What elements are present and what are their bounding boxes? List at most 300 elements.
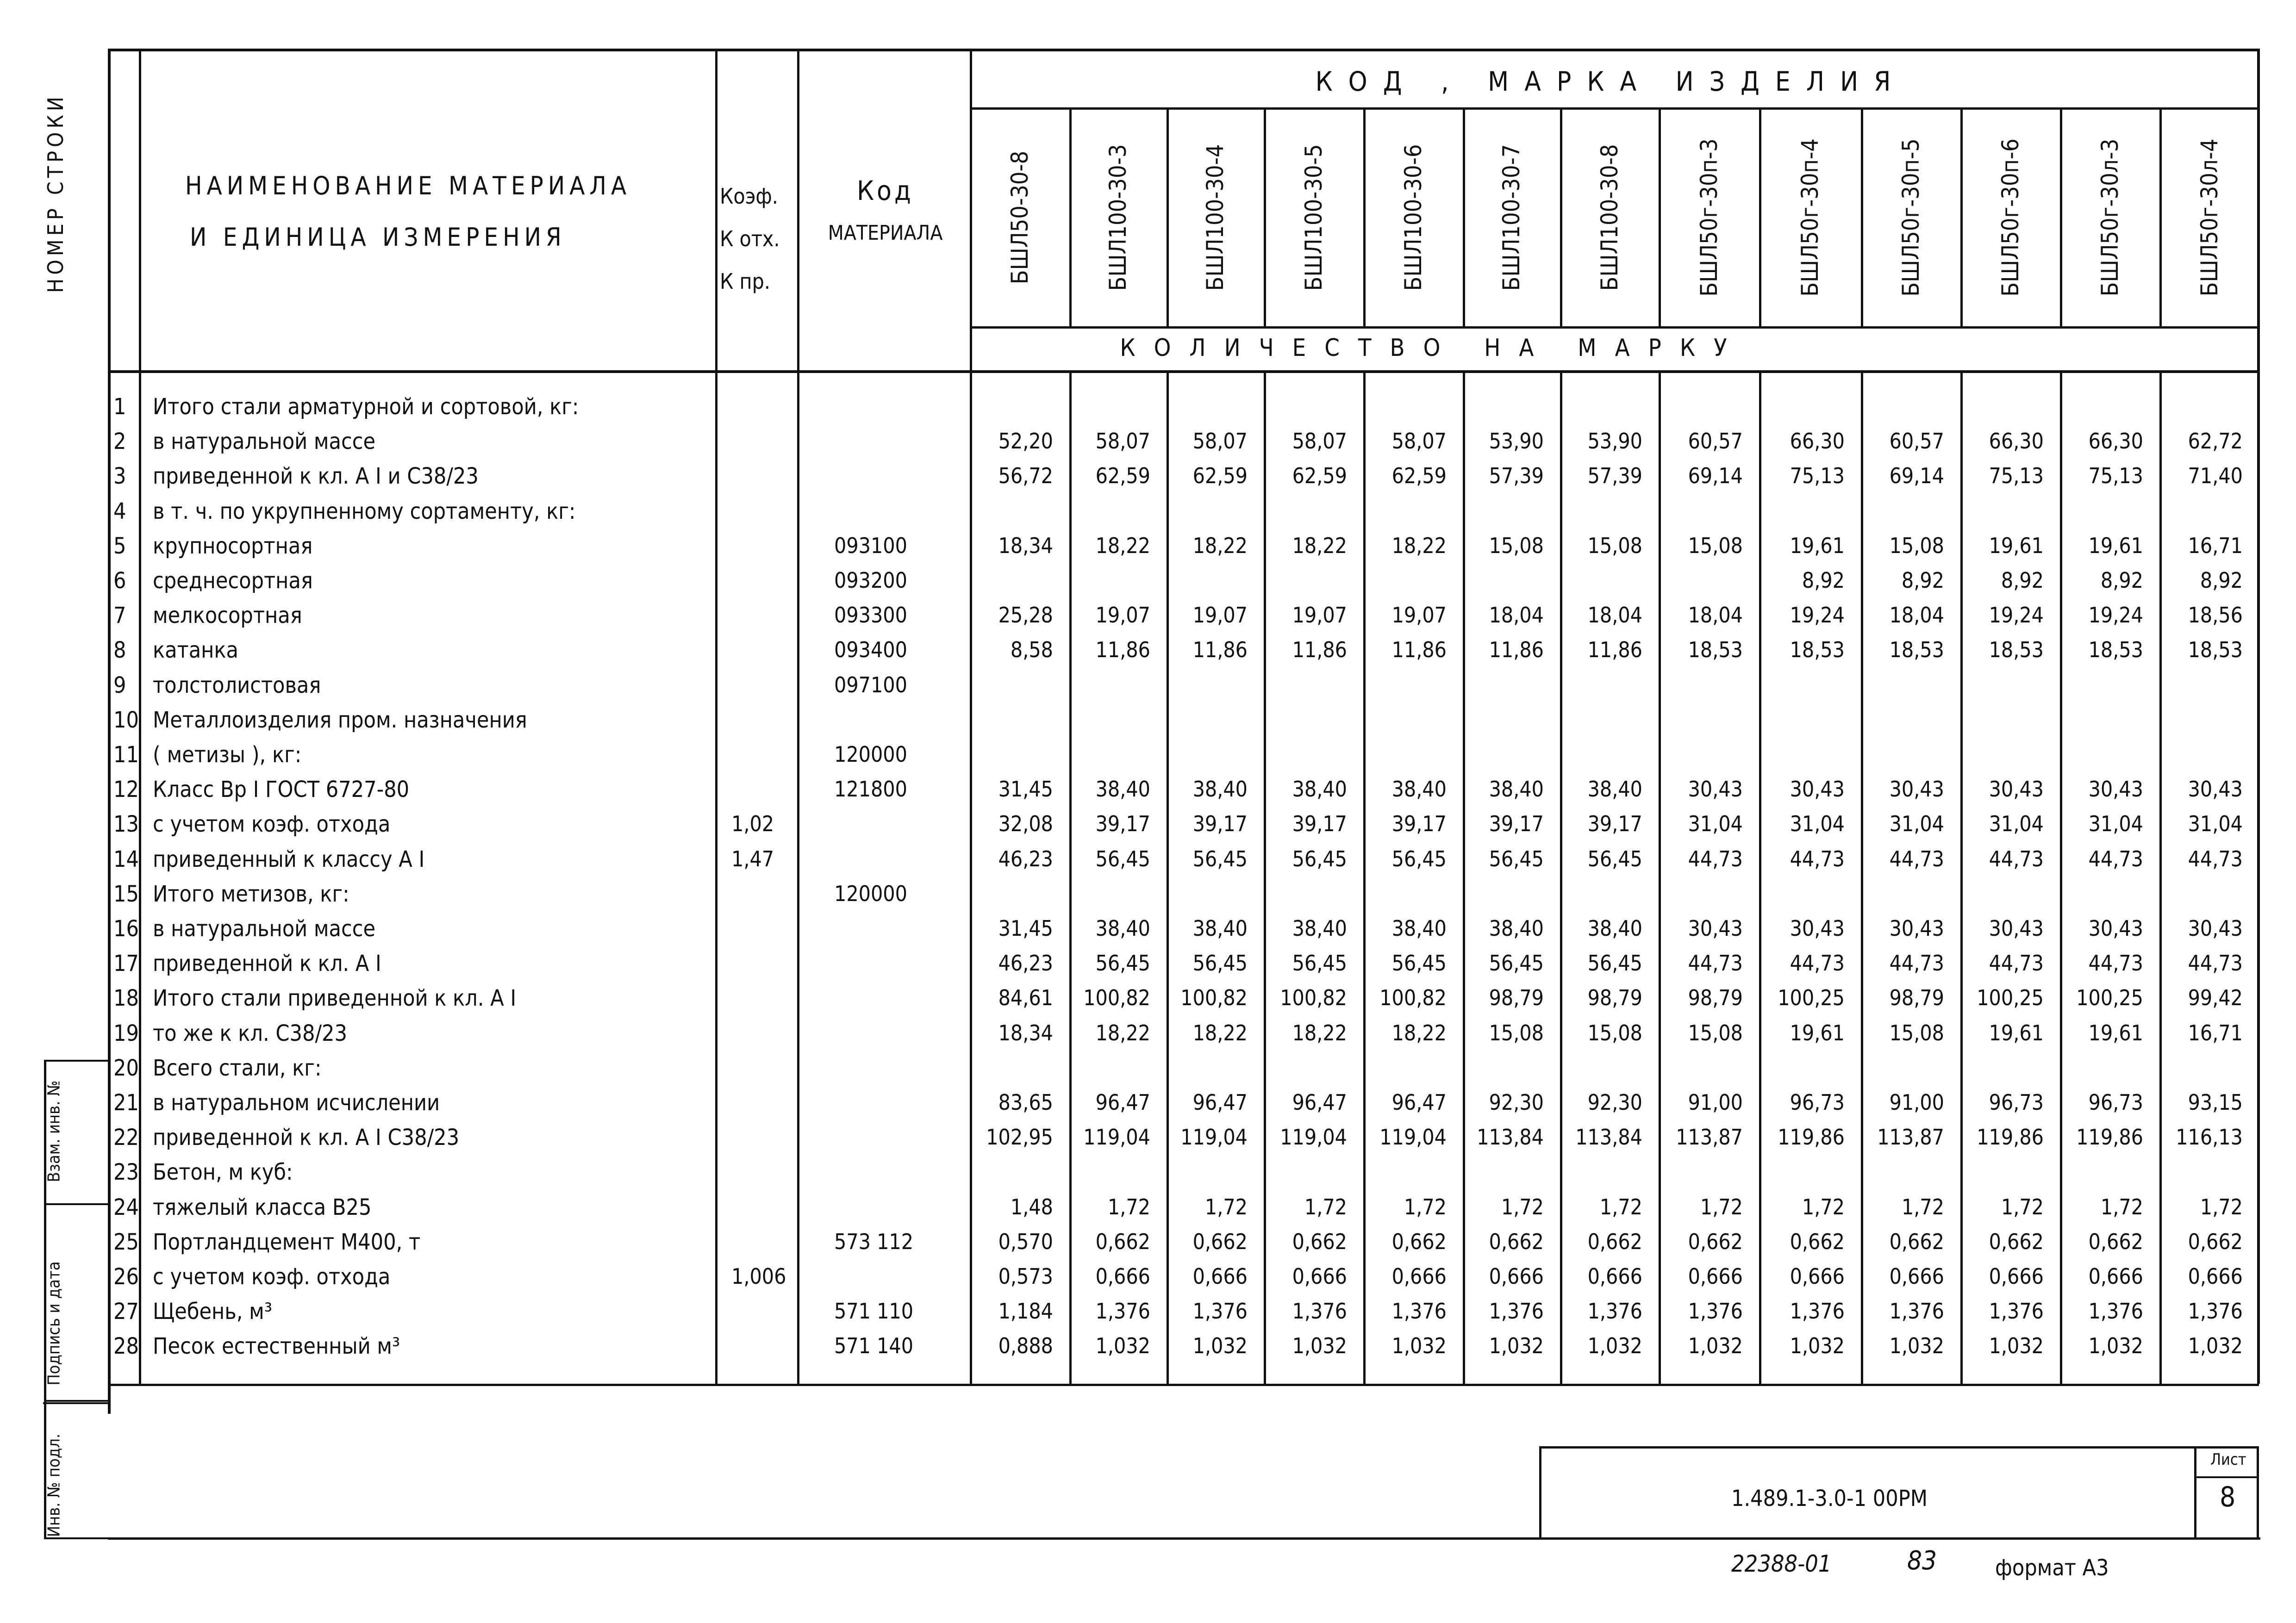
row-value: 1,72 [1700, 1194, 1743, 1219]
row-value: 38,40 [1391, 916, 1447, 941]
row-value: 0,662 [1391, 1229, 1447, 1254]
row-value: 16,71 [2188, 1020, 2243, 1045]
row-value: 56,45 [1391, 951, 1447, 976]
row-value: 56,45 [1095, 951, 1150, 976]
row-value: 1,032 [1095, 1333, 1150, 1359]
product-column-header: БШЛ50г-30п-6 [1997, 138, 2024, 297]
row-value: 113,87 [1877, 1125, 1944, 1150]
row-value: 98,79 [1688, 985, 1743, 1011]
row-number: 9 [113, 672, 126, 698]
row-name: приведенной к кл. А I [153, 951, 381, 977]
row-number: 4 [113, 498, 126, 524]
row-value: 0,662 [1587, 1229, 1642, 1254]
quantity-group-header: КОЛИЧЕСТВО НА МАРКУ [1120, 334, 1746, 362]
row-number: 13 [113, 811, 139, 838]
row-number: 2 [113, 429, 126, 455]
row-value: 19,61 [1790, 1020, 1845, 1045]
row-value: 1,376 [1688, 1299, 1743, 1324]
row-value: 119,04 [1280, 1125, 1347, 1150]
row-value: 18,53 [1790, 637, 1845, 663]
row-value: 30,43 [2188, 916, 2243, 941]
row-value: 39,17 [1391, 811, 1447, 837]
product-group-header: КОД , МАРКА ИЗДЕЛИЯ [1315, 66, 1907, 97]
row-name: среднесортная [153, 568, 313, 594]
row-value: 0,666 [1790, 1264, 1845, 1289]
row-value: 62,72 [2188, 429, 2243, 454]
row-value: 31,04 [1889, 811, 1944, 837]
row-number: 28 [113, 1333, 139, 1360]
row-value: 96,47 [1391, 1090, 1447, 1115]
row-value: 1,72 [2200, 1194, 2243, 1219]
row-value: 99,42 [2188, 985, 2243, 1011]
row-value: 19,61 [2088, 1020, 2143, 1045]
row-value: 116,13 [2176, 1125, 2243, 1150]
row-value: 1,184 [998, 1299, 1053, 1324]
row-number: 11 [113, 742, 139, 768]
row-value: 15,08 [1688, 1020, 1743, 1045]
row-value: 58,07 [1095, 429, 1150, 454]
row-value: 56,45 [1292, 951, 1347, 976]
row-name: в натуральной массе [153, 916, 376, 942]
row-value: 1,72 [1599, 1194, 1642, 1219]
row-name: Щебень, м³ [153, 1299, 273, 1325]
row-value: 1,72 [2001, 1194, 2044, 1219]
row-value: 58,07 [1192, 429, 1248, 454]
row-value: 113,84 [1575, 1125, 1642, 1150]
row-number: 7 [113, 603, 126, 629]
row-value: 8,92 [2001, 568, 2044, 593]
row-value: 30,43 [1889, 777, 1944, 802]
row-name: в натуральной массе [153, 429, 376, 455]
row-value: 31,04 [2088, 811, 2143, 837]
document-code: 1.489.1-3.0-1 00РМ [1731, 1486, 1928, 1511]
row-value: 30,43 [1790, 916, 1845, 941]
product-column-header: БШЛ50г-30п-4 [1797, 138, 1823, 297]
row-number: 5 [113, 533, 126, 559]
row-value: 53,90 [1489, 429, 1544, 454]
row-value: 32,08 [998, 811, 1053, 837]
row-value: 18,04 [1688, 603, 1743, 628]
row-number: 14 [113, 846, 139, 872]
row-value: 1,376 [1889, 1299, 1944, 1324]
row-name: приведенной к кл. А I С38/23 [153, 1125, 460, 1151]
row-value: 31,04 [2188, 811, 2243, 837]
product-col-rule-head-11 [2159, 107, 2162, 326]
row-value: 93,15 [2188, 1090, 2243, 1115]
row-value: 1,032 [1489, 1333, 1544, 1359]
row-value: 1,376 [1192, 1299, 1248, 1324]
row-value: 44,73 [2088, 951, 2143, 976]
stamp-signature-date: Подпись и дата [44, 1261, 64, 1386]
row-value: 56,45 [1192, 951, 1248, 976]
row-value: 98,79 [1587, 985, 1642, 1011]
row-value: 38,40 [1192, 916, 1248, 941]
row-value: 44,73 [1889, 951, 1944, 976]
row-value: 15,08 [1889, 533, 1944, 558]
row-value: 92,30 [1587, 1090, 1642, 1115]
row-value: 53,90 [1587, 429, 1642, 454]
frame-left [108, 49, 111, 1414]
row-value: 8,92 [1802, 568, 1845, 593]
row-name: с учетом коэф. отхода [153, 811, 391, 838]
row-name: крупносортная [153, 533, 313, 559]
row-number: 24 [113, 1194, 139, 1220]
row-value: 15,08 [1489, 533, 1544, 558]
row-value: 15,08 [1688, 533, 1743, 558]
row-number: 21 [113, 1090, 139, 1116]
row-value: 39,17 [1489, 811, 1544, 837]
row-number: 22 [113, 1125, 139, 1151]
row-value: 119,04 [1379, 1125, 1447, 1150]
row-value: 44,73 [1688, 846, 1743, 871]
row-code: 093300 [834, 603, 907, 628]
row-value: 18,22 [1192, 533, 1248, 558]
row-value: 38,40 [1292, 777, 1347, 802]
row-number: 1 [113, 394, 126, 420]
product-col-rule-head-4 [1463, 107, 1465, 326]
row-value: 38,40 [1292, 916, 1347, 941]
row-value: 38,40 [1391, 777, 1447, 802]
row-value: 1,72 [1901, 1194, 1944, 1219]
row-value: 1,376 [2088, 1299, 2143, 1324]
product-col-rule-head-2 [1264, 107, 1266, 326]
row-value: 18,22 [1292, 1020, 1347, 1045]
row-value: 62,59 [1391, 463, 1447, 489]
product-col-rule-head-5 [1560, 107, 1562, 326]
row-value: 66,30 [1790, 429, 1845, 454]
row-value: 30,43 [2188, 777, 2243, 802]
row-value: 1,72 [1802, 1194, 1845, 1219]
title-sheet-rule [2194, 1446, 2196, 1539]
row-value: 44,73 [2088, 846, 2143, 871]
product-column-header: БШЛ100-30-6 [1399, 144, 1427, 291]
product-column-header: БШЛ100-30-7 [1498, 144, 1525, 291]
row-value: 96,47 [1292, 1090, 1347, 1115]
row-value: 44,73 [2188, 846, 2243, 871]
row-value: 38,40 [1489, 777, 1544, 802]
row-value: 38,40 [1489, 916, 1544, 941]
row-value: 11,86 [1292, 637, 1347, 663]
row-name: то же к кл. С38/23 [153, 1020, 347, 1046]
row-value: 96,47 [1192, 1090, 1248, 1115]
row-name: Итого стали арматурной и сортовой, кг: [153, 394, 579, 420]
row-value: 44,73 [1989, 846, 2044, 871]
row-value: 57,39 [1489, 463, 1544, 489]
table-bottom-rule [108, 1384, 2259, 1386]
row-value: 0,666 [2088, 1264, 2143, 1289]
row-value: 1,032 [1192, 1333, 1248, 1359]
row-number: 17 [113, 951, 139, 977]
row-value: 69,14 [1688, 463, 1743, 489]
row-value: 44,73 [1790, 951, 1845, 976]
row-value: 8,92 [2200, 568, 2243, 593]
row-number: 16 [113, 916, 139, 942]
row-value: 1,72 [1304, 1194, 1347, 1219]
row-value: 1,72 [1501, 1194, 1544, 1219]
row-value: 15,08 [1587, 1020, 1642, 1045]
row-number: 10 [113, 707, 139, 733]
row-value: 0,666 [1889, 1264, 1944, 1289]
row-value: 96,73 [1790, 1090, 1845, 1115]
row-value: 1,376 [1391, 1299, 1447, 1324]
product-column-header: БШЛ50г-30л-3 [2096, 138, 2123, 296]
row-value: 98,79 [1489, 985, 1544, 1011]
row-value: 113,84 [1477, 1125, 1544, 1150]
material-name-header-line2: И ЕДИНИЦА ИЗМЕРЕНИЯ [190, 223, 566, 252]
material-name-header-line1: НАИМЕНОВАНИЕ МАТЕРИАЛА [185, 171, 631, 200]
row-value: 1,032 [2188, 1333, 2243, 1359]
row-value: 19,61 [1989, 1020, 2044, 1045]
row-value: 38,40 [1095, 777, 1150, 802]
row-value: 91,00 [1688, 1090, 1743, 1115]
product-col-rule-head-6 [1659, 107, 1661, 326]
product-column-header: БШЛ100-30-8 [1596, 144, 1623, 291]
row-value: 100,82 [1379, 985, 1447, 1011]
row-name: в натуральном исчислении [153, 1090, 440, 1116]
row-value: 19,61 [1989, 533, 2044, 558]
row-value: 18,04 [1889, 603, 1944, 628]
stamp-top-rule [44, 1060, 109, 1062]
row-value: 100,25 [1778, 985, 1845, 1011]
row-number: 25 [113, 1229, 139, 1255]
row-value: 75,13 [1989, 463, 2044, 489]
row-number: 8 [113, 637, 126, 664]
row-value: 66,30 [2088, 429, 2143, 454]
row-value: 0,666 [1391, 1264, 1447, 1289]
product-column-header: БШЛ100-30-3 [1104, 144, 1131, 291]
row-value: 56,45 [1489, 846, 1544, 871]
row-value: 19,07 [1391, 603, 1447, 628]
row-value: 0,888 [998, 1333, 1053, 1359]
stamp-vzam-inv: Взам. инв. № [44, 1080, 64, 1182]
row-value: 30,43 [1889, 916, 1944, 941]
row-value: 1,48 [1010, 1194, 1053, 1219]
row-value: 62,59 [1292, 463, 1347, 489]
row-value: 1,72 [1204, 1194, 1248, 1219]
row-value: 119,04 [1180, 1125, 1248, 1150]
row-value: 1,376 [1989, 1299, 2044, 1324]
row-value: 31,04 [1790, 811, 1845, 837]
row-value: 19,07 [1292, 603, 1347, 628]
header-bottom-rule [108, 370, 2259, 373]
row-value: 56,45 [1587, 951, 1642, 976]
row-value: 31,04 [1688, 811, 1743, 837]
row-value: 31,45 [998, 777, 1053, 802]
row-name: приведенной к кл. A I и C38/23 [153, 463, 479, 490]
row-value: 113,87 [1676, 1125, 1743, 1150]
row-value: 56,45 [1489, 951, 1544, 976]
row-code: 571 140 [834, 1333, 914, 1359]
row-coef: 1,006 [731, 1264, 786, 1289]
row-name: Песок естественный м³ [153, 1333, 400, 1360]
row-value: 19,24 [2088, 603, 2143, 628]
row-value: 30,43 [1688, 777, 1743, 802]
row-value: 1,032 [1989, 1333, 2044, 1359]
row-value: 25,28 [998, 603, 1053, 628]
row-value: 100,25 [2076, 985, 2143, 1011]
row-value: 84,61 [998, 985, 1053, 1011]
row-value: 18,53 [1989, 637, 2044, 663]
row-value: 102,95 [986, 1125, 1053, 1150]
row-value: 44,73 [1889, 846, 1944, 871]
row-value: 18,04 [1489, 603, 1544, 628]
row-name: тяжелый класса В25 [153, 1194, 372, 1220]
row-value: 31,04 [1989, 811, 2044, 837]
row-value: 19,61 [1790, 533, 1845, 558]
row-value: 11,86 [1587, 637, 1642, 663]
row-name: толстолистовая [153, 672, 321, 698]
row-value: 38,40 [1095, 916, 1150, 941]
row-value: 1,72 [1404, 1194, 1447, 1219]
coef-header-line3: К пр. [720, 269, 771, 294]
row-value: 1,032 [1790, 1333, 1845, 1359]
row-code: 097100 [834, 672, 907, 697]
row-value: 38,40 [1192, 777, 1248, 802]
row-value: 11,86 [1489, 637, 1544, 663]
row-code: 093100 [834, 533, 907, 558]
row-value: 30,43 [1989, 777, 2044, 802]
row-name: Портландцемент М400, т [153, 1229, 421, 1255]
material-name-header [185, 171, 631, 252]
row-value: 62,59 [1095, 463, 1150, 489]
sheet-number: 8 [2220, 1481, 2236, 1513]
row-value: 38,40 [1587, 777, 1642, 802]
row-value: 0,666 [1489, 1264, 1544, 1289]
product-col-rule-head-1 [1167, 107, 1169, 326]
row-value: 66,30 [1989, 429, 2044, 454]
row-value: 56,45 [1192, 846, 1248, 871]
row-value: 0,666 [1688, 1264, 1743, 1289]
row-name: Итого метизов, кг: [153, 881, 349, 907]
row-value: 1,376 [1489, 1299, 1544, 1324]
row-value: 1,72 [2100, 1194, 2143, 1219]
row-number: 26 [113, 1264, 139, 1290]
row-value: 0,666 [1587, 1264, 1642, 1289]
row-value: 75,13 [1790, 463, 1845, 489]
page-number: 83 [1907, 1546, 1937, 1576]
code-header [803, 175, 967, 245]
row-value: 96,73 [2088, 1090, 2143, 1115]
row-value: 1,72 [1107, 1194, 1150, 1219]
row-value: 92,30 [1489, 1090, 1544, 1115]
row-name: Класс Вр I ГОСТ 6727-80 [153, 777, 410, 803]
product-column-header: БШЛ50г-30п-3 [1695, 138, 1722, 297]
row-value: 0,666 [1192, 1264, 1248, 1289]
row-value: 100,25 [1977, 985, 2044, 1011]
product-column-header: БШЛ100-30-4 [1202, 144, 1229, 291]
row-name: ( метизы ), кг: [153, 742, 302, 768]
row-code: 120000 [834, 742, 907, 767]
row-value: 38,40 [1587, 916, 1642, 941]
row-value: 18,04 [1587, 603, 1642, 628]
row-number: 27 [113, 1299, 139, 1325]
row-value: 0,662 [1790, 1229, 1845, 1254]
row-value: 1,032 [1391, 1333, 1447, 1359]
row-value: 18,53 [2088, 637, 2143, 663]
product-column-header: БШЛ100-30-5 [1300, 144, 1327, 291]
product-group-rule [970, 107, 2259, 110]
row-number-header: НОМЕР СТРОКИ [43, 93, 68, 293]
row-value: 0,666 [1095, 1264, 1150, 1289]
row-value: 44,73 [1790, 846, 1845, 871]
coef-header-line2: К отх. [720, 226, 780, 251]
row-name: катанка [153, 637, 238, 664]
row-value: 100,82 [1180, 985, 1248, 1011]
row-value: 15,08 [1587, 533, 1642, 558]
row-value: 56,45 [1391, 846, 1447, 871]
row-value: 46,23 [998, 951, 1053, 976]
row-value: 1,032 [1292, 1333, 1347, 1359]
row-name: Итого стали приведенной к кл. А I [153, 985, 517, 1012]
row-number: 18 [113, 985, 139, 1012]
row-code: 571 110 [834, 1299, 914, 1324]
title-top-rule [1539, 1446, 2259, 1449]
row-value: 46,23 [998, 846, 1053, 871]
row-value: 96,47 [1095, 1090, 1150, 1115]
row-value: 0,666 [2188, 1264, 2243, 1289]
row-name: Металлоизделия пром. назначения [153, 707, 527, 733]
row-number: 23 [113, 1159, 139, 1186]
row-value: 0,662 [2188, 1229, 2243, 1254]
row-value: 18,34 [998, 1020, 1053, 1045]
row-value: 15,08 [1489, 1020, 1544, 1045]
row-value: 31,45 [998, 916, 1053, 941]
row-value: 8,92 [2100, 568, 2143, 593]
row-name: Всего стали, кг: [153, 1055, 322, 1081]
row-code: 573 112 [834, 1229, 914, 1254]
code-header-line1: Код [856, 175, 914, 206]
row-value: 39,17 [1095, 811, 1150, 837]
row-value: 83,65 [998, 1090, 1053, 1115]
row-code: 121800 [834, 777, 907, 802]
row-value: 0,570 [998, 1229, 1053, 1254]
row-value: 19,07 [1095, 603, 1150, 628]
row-value: 1,032 [1688, 1333, 1743, 1359]
row-value: 30,43 [1688, 916, 1743, 941]
row-value: 30,43 [2088, 916, 2143, 941]
row-value: 1,376 [1587, 1299, 1642, 1324]
row-value: 1,376 [1292, 1299, 1347, 1324]
row-name: приведенный к классу А I [153, 846, 425, 872]
row-value: 1,032 [2088, 1333, 2143, 1359]
row-value: 56,45 [1587, 846, 1642, 871]
row-value: 52,20 [998, 429, 1053, 454]
row-value: 0,662 [1688, 1229, 1743, 1254]
product-column-header: БШЛ50г-30л-4 [2196, 138, 2223, 296]
row-value: 69,14 [1889, 463, 1944, 489]
row-value: 11,86 [1391, 637, 1447, 663]
row-value: 19,61 [2088, 533, 2143, 558]
row-value: 119,04 [1083, 1125, 1150, 1150]
row-value: 18,22 [1192, 1020, 1248, 1045]
row-value: 18,22 [1095, 1020, 1150, 1045]
row-value: 18,56 [2188, 603, 2243, 628]
row-code: 120000 [834, 881, 907, 906]
row-value: 57,39 [1587, 463, 1642, 489]
column-rule-3 [970, 49, 972, 1384]
row-value: 30,43 [1790, 777, 1845, 802]
row-coef: 1,02 [731, 811, 774, 837]
row-number: 3 [113, 463, 126, 490]
row-value: 58,07 [1391, 429, 1447, 454]
row-value: 39,17 [1192, 811, 1248, 837]
row-value: 8,92 [1901, 568, 1944, 593]
row-value: 58,07 [1292, 429, 1347, 454]
row-value: 60,57 [1688, 429, 1743, 454]
product-col-rule-head-8 [1861, 107, 1863, 326]
archive-number: 22388-01 [1731, 1550, 1832, 1577]
row-name: мелкосортная [153, 603, 302, 629]
